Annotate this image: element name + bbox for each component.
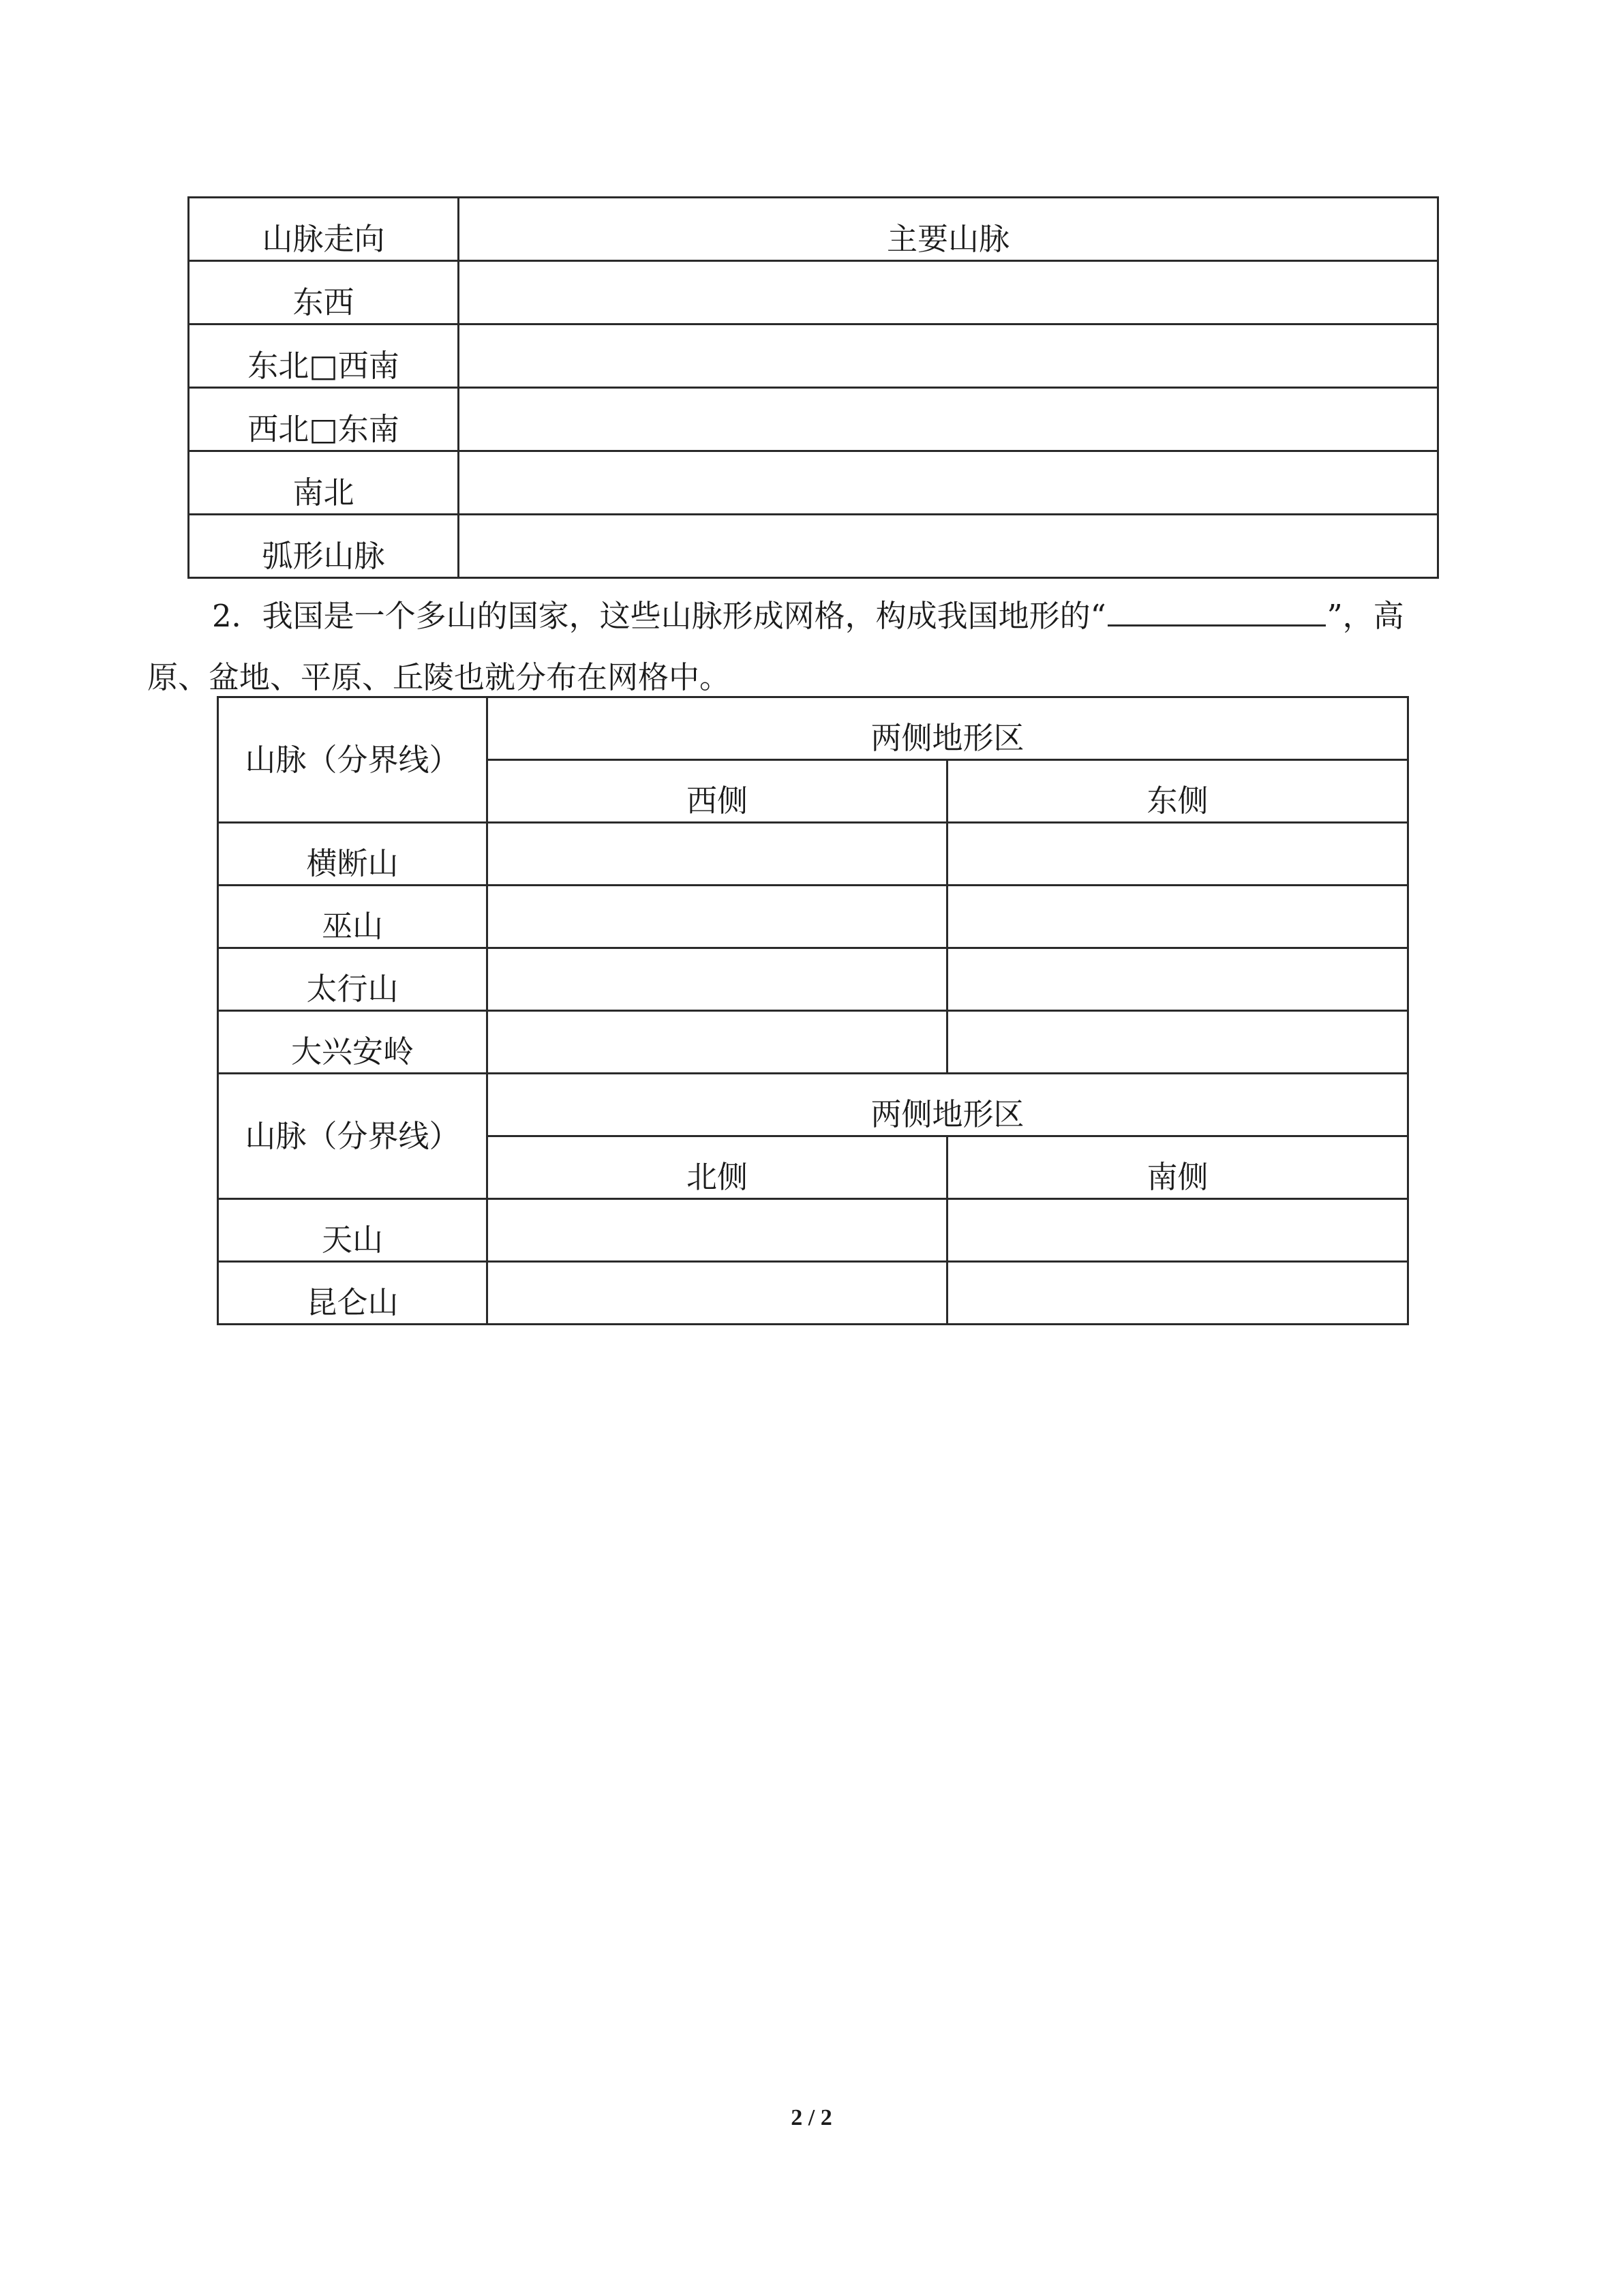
mountain-label: 横断山: [218, 823, 487, 886]
question-2-line-1: [212, 598, 1404, 634]
group-header-terrain: 两侧地形区: [487, 1074, 1408, 1136]
header-west-side: 西侧: [487, 760, 947, 823]
table-row: [189, 388, 1438, 451]
mountain-divide-table: [217, 696, 1409, 1325]
answer-cell[interactable]: [459, 451, 1438, 515]
page-number: 2 / 2: [791, 2105, 832, 2130]
answer-cell[interactable]: [459, 324, 1438, 388]
table-row: [189, 261, 1438, 324]
mountain-label: 天山: [218, 1199, 487, 1262]
answer-cell[interactable]: [487, 886, 947, 948]
mountain-label: 太行山: [218, 948, 487, 1011]
mountain-direction-table: [187, 196, 1439, 579]
direction-label: 西北□东南: [189, 388, 459, 451]
question-2-line-2: 原、盆地、平原、丘陵也就分布在网格中。: [147, 659, 731, 695]
answer-cell[interactable]: [487, 948, 947, 1011]
table-row: [218, 948, 1408, 1011]
mountain-label: 大兴安岭: [218, 1011, 487, 1074]
fill-in-blank[interactable]: [1108, 599, 1326, 626]
question-2-text-before-blank: 2．我国是一个多山的国家，这些山脉形成网格，构成我国地形的“: [212, 598, 1106, 634]
mountain-label: 巫山: [218, 886, 487, 948]
table-row: [189, 324, 1438, 388]
direction-label: 弧形山脉: [189, 515, 459, 578]
header-south-side: 南侧: [947, 1136, 1408, 1199]
group-header-terrain: 两侧地形区: [487, 697, 1408, 760]
section-header-row: [218, 697, 1408, 760]
row-header-mountain-divide: 山脉（分界线）: [218, 697, 487, 823]
question-2-text-after-blank: ”，高: [1326, 598, 1404, 634]
answer-cell[interactable]: [487, 1199, 947, 1262]
header-east-side: 东侧: [947, 760, 1408, 823]
table-header-row: [189, 198, 1438, 261]
direction-label: 南北: [189, 451, 459, 515]
answer-cell[interactable]: [487, 1011, 947, 1074]
row-header-mountain-divide: 山脉（分界线）: [218, 1074, 487, 1199]
answer-cell[interactable]: [947, 1262, 1408, 1325]
section-header-row: [218, 1074, 1408, 1136]
answer-cell[interactable]: [947, 823, 1408, 886]
table-row: [189, 451, 1438, 515]
header-main-mountains: 主要山脉: [459, 198, 1438, 261]
header-north-side: 北侧: [487, 1136, 947, 1199]
header-direction: 山脉走向: [189, 198, 459, 261]
answer-cell[interactable]: [487, 1262, 947, 1325]
table-row: [218, 823, 1408, 886]
direction-label: 东西: [189, 261, 459, 324]
answer-cell[interactable]: [947, 1011, 1408, 1074]
answer-cell[interactable]: [947, 886, 1408, 948]
answer-cell[interactable]: [947, 1199, 1408, 1262]
table-row: [189, 515, 1438, 578]
table-row: [218, 1011, 1408, 1074]
answer-cell[interactable]: [459, 388, 1438, 451]
direction-label: 东北□西南: [189, 324, 459, 388]
answer-cell[interactable]: [459, 515, 1438, 578]
table-row: [218, 1199, 1408, 1262]
mountain-label: 昆仑山: [218, 1262, 487, 1325]
table-row: [218, 886, 1408, 948]
answer-cell[interactable]: [459, 261, 1438, 324]
answer-cell[interactable]: [947, 948, 1408, 1011]
answer-cell[interactable]: [487, 823, 947, 886]
table-row: [218, 1262, 1408, 1325]
